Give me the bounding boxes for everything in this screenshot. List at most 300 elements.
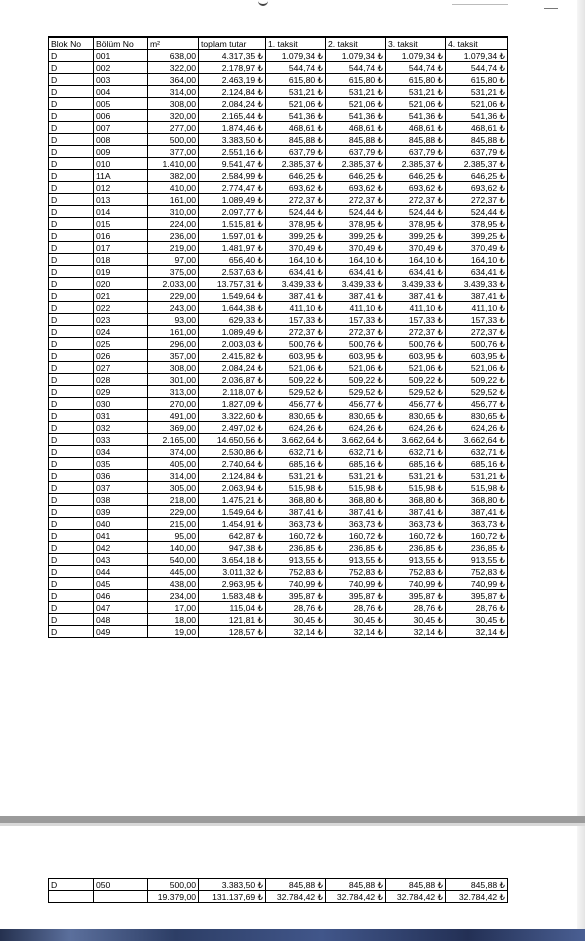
cell-area: 161,00 [148, 194, 199, 206]
table-row [49, 182, 508, 194]
cell-installment-1: 411,10 ₺ [266, 302, 326, 314]
cell-installment-4: 845,88 ₺ [446, 879, 508, 891]
cell-blok-no: D [49, 626, 94, 638]
cell-bolum-no: 030 [94, 398, 148, 410]
cell-installment-1: 1.079,34 ₺ [266, 50, 326, 62]
table-row [49, 134, 508, 146]
cell-total: 2.178,97 ₺ [199, 62, 266, 74]
cell-blok-no: D [49, 218, 94, 230]
header-installment-3: 3. taksit [386, 37, 446, 50]
cell-total: 14.650,56 ₺ [199, 434, 266, 446]
table-row [49, 482, 508, 494]
cell-installment-4: 531,21 ₺ [446, 86, 508, 98]
cell-installment-1: 615,80 ₺ [266, 74, 326, 86]
cell-area: 308,00 [148, 362, 199, 374]
cell-blok-no: D [49, 290, 94, 302]
cell-installment-2: 830,65 ₺ [326, 410, 386, 422]
cell-bolum-no: 049 [94, 626, 148, 638]
cell-installment-1: 624,26 ₺ [266, 422, 326, 434]
cell-installment-3: 544,74 ₺ [386, 62, 446, 74]
cell-installment-1: 272,37 ₺ [266, 194, 326, 206]
table-row [49, 879, 508, 891]
cell-installment-3: 378,95 ₺ [386, 218, 446, 230]
cell-total: 1.644,38 ₺ [199, 302, 266, 314]
table-row [49, 50, 508, 62]
cell-installment-3: 529,52 ₺ [386, 386, 446, 398]
cell-bolum-no: 002 [94, 62, 148, 74]
cell-total: 1.827,09 ₺ [199, 398, 266, 410]
cell-bolum-no: 021 [94, 290, 148, 302]
cell-area: 445,00 [148, 566, 199, 578]
cell-total: 1.515,81 ₺ [199, 218, 266, 230]
cell-area: 19,00 [148, 626, 199, 638]
cell-area: 229,00 [148, 506, 199, 518]
cell-installment-4: 521,06 ₺ [446, 98, 508, 110]
cell-installment-2: 544,74 ₺ [326, 62, 386, 74]
cell-installment-3: 646,25 ₺ [386, 170, 446, 182]
cell-installment-2: 272,37 ₺ [326, 194, 386, 206]
cell-installment-3: 395,87 ₺ [386, 590, 446, 602]
cell-total: 3.322,60 ₺ [199, 410, 266, 422]
cell-total: 1.454,91 ₺ [199, 518, 266, 530]
cell-blok-no: D [49, 362, 94, 374]
cell-area: 243,00 [148, 302, 199, 314]
total-blok-no [49, 891, 94, 903]
cell-blok-no: D [49, 50, 94, 62]
cell-total: 3.383,50 ₺ [199, 879, 266, 891]
cell-installment-3: 363,73 ₺ [386, 518, 446, 530]
cell-installment-3: 637,79 ₺ [386, 146, 446, 158]
cell-installment-3: 370,49 ₺ [386, 242, 446, 254]
cell-installment-2: 368,80 ₺ [326, 494, 386, 506]
cell-installment-3: 399,25 ₺ [386, 230, 446, 242]
table-row [49, 602, 508, 614]
cell-installment-2: 615,80 ₺ [326, 74, 386, 86]
cell-bolum-no: 013 [94, 194, 148, 206]
table-row [49, 158, 508, 170]
table-row [49, 410, 508, 422]
cell-installment-4: 845,88 ₺ [446, 134, 508, 146]
cell-blok-no: D [49, 554, 94, 566]
table-row [49, 206, 508, 218]
total-installment-3: 32.784,42 ₺ [386, 891, 446, 903]
table-row [49, 530, 508, 542]
table-row [49, 434, 508, 446]
cell-area: 296,00 [148, 338, 199, 350]
window-top-edge [0, 0, 585, 14]
cell-installment-2: 236,85 ₺ [326, 542, 386, 554]
cell-installment-4: 3.439,33 ₺ [446, 278, 508, 290]
cell-total: 2.097,77 ₺ [199, 206, 266, 218]
cell-blok-no: D [49, 242, 94, 254]
cell-bolum-no: 010 [94, 158, 148, 170]
cell-blok-no: D [49, 506, 94, 518]
cell-installment-2: 1.079,34 ₺ [326, 50, 386, 62]
cell-installment-4: 399,25 ₺ [446, 230, 508, 242]
cell-blok-no: D [49, 254, 94, 266]
cell-installment-3: 615,80 ₺ [386, 74, 446, 86]
cell-installment-4: 521,06 ₺ [446, 362, 508, 374]
cell-total: 2.551,16 ₺ [199, 146, 266, 158]
cell-installment-1: 378,95 ₺ [266, 218, 326, 230]
table-row [49, 290, 508, 302]
cell-installment-4: 164,10 ₺ [446, 254, 508, 266]
cell-total: 2.084,24 ₺ [199, 362, 266, 374]
table-row [49, 74, 508, 86]
table-row [49, 518, 508, 530]
cell-blok-no: D [49, 578, 94, 590]
table-row [49, 314, 508, 326]
installment-table [48, 36, 508, 638]
cell-bolum-no: 022 [94, 302, 148, 314]
cell-blok-no: D [49, 470, 94, 482]
cell-blok-no: D [49, 590, 94, 602]
cell-bolum-no: 025 [94, 338, 148, 350]
cell-installment-4: 236,85 ₺ [446, 542, 508, 554]
cell-area: 17,00 [148, 602, 199, 614]
table-row [49, 542, 508, 554]
header-total-amount: toplam tutar [199, 37, 266, 50]
cell-area: 310,00 [148, 206, 199, 218]
cell-installment-1: 164,10 ₺ [266, 254, 326, 266]
cell-installment-2: 160,72 ₺ [326, 530, 386, 542]
table-row [49, 446, 508, 458]
cell-bolum-no: 004 [94, 86, 148, 98]
table-row [49, 266, 508, 278]
cell-blok-no: D [49, 86, 94, 98]
cell-installment-1: 28,76 ₺ [266, 602, 326, 614]
table-row [49, 554, 508, 566]
cell-area: 219,00 [148, 242, 199, 254]
cell-area: 305,00 [148, 482, 199, 494]
cell-installment-1: 646,25 ₺ [266, 170, 326, 182]
cell-installment-3: 752,83 ₺ [386, 566, 446, 578]
cell-area: 540,00 [148, 554, 199, 566]
cell-bolum-no: 003 [94, 74, 148, 86]
total-installment-4: 32.784,42 ₺ [446, 891, 508, 903]
cell-area: 1.410,00 [148, 158, 199, 170]
cell-bolum-no: 048 [94, 614, 148, 626]
cell-installment-1: 387,41 ₺ [266, 290, 326, 302]
cell-installment-4: 529,52 ₺ [446, 386, 508, 398]
total-total: 131.137,69 ₺ [199, 891, 266, 903]
table-row [49, 122, 508, 134]
cell-blok-no: D [49, 134, 94, 146]
cell-total: 2.003,03 ₺ [199, 338, 266, 350]
cell-installment-1: 468,61 ₺ [266, 122, 326, 134]
cell-installment-1: 752,83 ₺ [266, 566, 326, 578]
installment-table-continued [48, 878, 508, 903]
cell-installment-2: 387,41 ₺ [326, 290, 386, 302]
cell-area: 270,00 [148, 398, 199, 410]
cell-bolum-no: 017 [94, 242, 148, 254]
cell-blok-no: D [49, 398, 94, 410]
cell-total: 629,33 ₺ [199, 314, 266, 326]
cell-installment-2: 637,79 ₺ [326, 146, 386, 158]
header-blok-no: Blok No [49, 37, 94, 50]
cell-installment-1: 685,16 ₺ [266, 458, 326, 470]
cell-blok-no: D [49, 566, 94, 578]
cell-installment-4: 160,72 ₺ [446, 530, 508, 542]
cell-bolum-no: 047 [94, 602, 148, 614]
cell-total: 3.654,18 ₺ [199, 554, 266, 566]
cell-installment-2: 646,25 ₺ [326, 170, 386, 182]
cell-blok-no: D [49, 314, 94, 326]
cell-bolum-no: 026 [94, 350, 148, 362]
cell-blok-no: D [49, 110, 94, 122]
cell-installment-1: 544,74 ₺ [266, 62, 326, 74]
cell-installment-3: 368,80 ₺ [386, 494, 446, 506]
cell-installment-1: 272,37 ₺ [266, 326, 326, 338]
cell-installment-2: 524,44 ₺ [326, 206, 386, 218]
header-bolum-no: Bölüm No [94, 37, 148, 50]
cell-installment-1: 603,95 ₺ [266, 350, 326, 362]
cell-total: 642,87 ₺ [199, 530, 266, 542]
cell-installment-1: 157,33 ₺ [266, 314, 326, 326]
page-break-divider [0, 816, 585, 823]
cell-total: 115,04 ₺ [199, 602, 266, 614]
cell-installment-4: 468,61 ₺ [446, 122, 508, 134]
cell-installment-1: 541,36 ₺ [266, 110, 326, 122]
cell-total: 2.463,19 ₺ [199, 74, 266, 86]
cell-installment-2: 28,76 ₺ [326, 602, 386, 614]
table-row [49, 590, 508, 602]
cell-bolum-no: 042 [94, 542, 148, 554]
total-bolum-no [94, 891, 148, 903]
cell-blok-no: D [49, 302, 94, 314]
cell-installment-2: 521,06 ₺ [326, 362, 386, 374]
cell-blok-no: D [49, 98, 94, 110]
partial-toolbar-glyph [258, 0, 268, 6]
cell-bolum-no: 036 [94, 470, 148, 482]
cell-bolum-no: 035 [94, 458, 148, 470]
cell-blok-no: D [49, 602, 94, 614]
cell-bolum-no: 019 [94, 266, 148, 278]
cell-blok-no: D [49, 482, 94, 494]
cell-installment-2: 603,95 ₺ [326, 350, 386, 362]
cell-area: 357,00 [148, 350, 199, 362]
cell-bolum-no: 046 [94, 590, 148, 602]
cell-installment-1: 830,65 ₺ [266, 410, 326, 422]
cell-installment-3: 157,33 ₺ [386, 314, 446, 326]
cell-area: 320,00 [148, 110, 199, 122]
cell-blok-no: D [49, 374, 94, 386]
cell-installment-3: 468,61 ₺ [386, 122, 446, 134]
cell-installment-3: 387,41 ₺ [386, 290, 446, 302]
cell-installment-4: 456,77 ₺ [446, 398, 508, 410]
cell-total: 1.475,21 ₺ [199, 494, 266, 506]
cell-installment-1: 2.385,37 ₺ [266, 158, 326, 170]
cell-installment-3: 236,85 ₺ [386, 542, 446, 554]
cell-total: 2.124,84 ₺ [199, 470, 266, 482]
header-installment-4: 4. taksit [446, 37, 508, 50]
cell-installment-4: 1.079,34 ₺ [446, 50, 508, 62]
cell-installment-3: 387,41 ₺ [386, 506, 446, 518]
cell-installment-3: 541,36 ₺ [386, 110, 446, 122]
cell-area: 2.165,00 [148, 434, 199, 446]
cell-bolum-no: 024 [94, 326, 148, 338]
cell-area: 314,00 [148, 470, 199, 482]
cell-area: 93,00 [148, 314, 199, 326]
cell-installment-3: 845,88 ₺ [386, 879, 446, 891]
cell-installment-3: 624,26 ₺ [386, 422, 446, 434]
table-row [49, 230, 508, 242]
table-row [49, 98, 508, 110]
cell-area: 638,00 [148, 50, 199, 62]
table-row [49, 62, 508, 74]
cell-blok-no: D [49, 614, 94, 626]
cell-installment-4: 32,14 ₺ [446, 626, 508, 638]
cell-installment-4: 387,41 ₺ [446, 506, 508, 518]
cell-area: 2.033,00 [148, 278, 199, 290]
cell-installment-4: 740,99 ₺ [446, 578, 508, 590]
cell-area: 500,00 [148, 134, 199, 146]
cell-bolum-no: 039 [94, 506, 148, 518]
cell-installment-2: 693,62 ₺ [326, 182, 386, 194]
table-row [49, 374, 508, 386]
cell-installment-1: 387,41 ₺ [266, 506, 326, 518]
cell-installment-2: 272,37 ₺ [326, 326, 386, 338]
cell-area: 314,00 [148, 86, 199, 98]
cell-installment-1: 632,71 ₺ [266, 446, 326, 458]
table-row [49, 350, 508, 362]
cell-total: 2.530,86 ₺ [199, 446, 266, 458]
cell-installment-4: 634,41 ₺ [446, 266, 508, 278]
cell-installment-3: 272,37 ₺ [386, 194, 446, 206]
cell-area: 308,00 [148, 98, 199, 110]
cell-bolum-no: 009 [94, 146, 148, 158]
cell-area: 369,00 [148, 422, 199, 434]
cell-installment-2: 913,55 ₺ [326, 554, 386, 566]
cell-installment-4: 637,79 ₺ [446, 146, 508, 158]
cell-installment-3: 411,10 ₺ [386, 302, 446, 314]
cell-bolum-no: 006 [94, 110, 148, 122]
cell-installment-2: 515,98 ₺ [326, 482, 386, 494]
partial-toolbar-field [452, 0, 508, 5]
cell-blok-no: D [49, 122, 94, 134]
cell-total: 2.063,94 ₺ [199, 482, 266, 494]
cell-installment-2: 3.439,33 ₺ [326, 278, 386, 290]
cell-installment-4: 685,16 ₺ [446, 458, 508, 470]
cell-installment-4: 830,65 ₺ [446, 410, 508, 422]
cell-installment-2: 521,06 ₺ [326, 98, 386, 110]
cell-area: 301,00 [148, 374, 199, 386]
table-row [49, 626, 508, 638]
cell-total: 9.541,47 ₺ [199, 158, 266, 170]
cell-installment-2: 531,21 ₺ [326, 470, 386, 482]
cell-blok-no: D [49, 230, 94, 242]
cell-installment-3: 913,55 ₺ [386, 554, 446, 566]
table-row [49, 386, 508, 398]
cell-blok-no: D [49, 206, 94, 218]
cell-bolum-no: 11A [94, 170, 148, 182]
cell-installment-1: 32,14 ₺ [266, 626, 326, 638]
cell-installment-1: 524,44 ₺ [266, 206, 326, 218]
table-row [49, 338, 508, 350]
cell-bolum-no: 029 [94, 386, 148, 398]
cell-installment-4: 500,76 ₺ [446, 338, 508, 350]
cell-installment-2: 370,49 ₺ [326, 242, 386, 254]
cell-bolum-no: 038 [94, 494, 148, 506]
cell-installment-1: 395,87 ₺ [266, 590, 326, 602]
cell-installment-4: 272,37 ₺ [446, 326, 508, 338]
cell-bolum-no: 007 [94, 122, 148, 134]
cell-installment-4: 157,33 ₺ [446, 314, 508, 326]
cell-installment-2: 378,95 ₺ [326, 218, 386, 230]
cell-installment-4: 632,71 ₺ [446, 446, 508, 458]
cell-installment-2: 30,45 ₺ [326, 614, 386, 626]
cell-total: 13.757,31 ₺ [199, 278, 266, 290]
cell-installment-2: 387,41 ₺ [326, 506, 386, 518]
cell-area: 313,00 [148, 386, 199, 398]
cell-installment-3: 685,16 ₺ [386, 458, 446, 470]
header-installment-2: 2. taksit [326, 37, 386, 50]
cell-installment-1: 160,72 ₺ [266, 530, 326, 542]
cell-bolum-no: 012 [94, 182, 148, 194]
table-row [49, 146, 508, 158]
cell-installment-3: 3.662,64 ₺ [386, 434, 446, 446]
cell-blok-no: D [49, 446, 94, 458]
cell-installment-2: 32,14 ₺ [326, 626, 386, 638]
cell-area: 215,00 [148, 518, 199, 530]
table-row [49, 110, 508, 122]
cell-total: 1.874,46 ₺ [199, 122, 266, 134]
cell-installment-1: 634,41 ₺ [266, 266, 326, 278]
cell-blok-no: D [49, 879, 94, 891]
cell-installment-3: 3.439,33 ₺ [386, 278, 446, 290]
cell-total: 656,40 ₺ [199, 254, 266, 266]
cell-area: 161,00 [148, 326, 199, 338]
cell-installment-3: 632,71 ₺ [386, 446, 446, 458]
cell-installment-3: 515,98 ₺ [386, 482, 446, 494]
cell-installment-4: 370,49 ₺ [446, 242, 508, 254]
table-row [49, 278, 508, 290]
cell-installment-4: 3.662,64 ₺ [446, 434, 508, 446]
cell-installment-3: 30,45 ₺ [386, 614, 446, 626]
cell-installment-3: 509,22 ₺ [386, 374, 446, 386]
cell-total: 1.549,64 ₺ [199, 506, 266, 518]
cell-blok-no: D [49, 266, 94, 278]
cell-area: 224,00 [148, 218, 199, 230]
cell-blok-no: D [49, 74, 94, 86]
cell-installment-4: 752,83 ₺ [446, 566, 508, 578]
cell-installment-1: 845,88 ₺ [266, 879, 326, 891]
table-row [49, 254, 508, 266]
cell-bolum-no: 031 [94, 410, 148, 422]
cell-blok-no: D [49, 434, 94, 446]
cell-bolum-no: 015 [94, 218, 148, 230]
cell-total: 1.089,49 ₺ [199, 194, 266, 206]
cell-area: 405,00 [148, 458, 199, 470]
cell-installment-3: 740,99 ₺ [386, 578, 446, 590]
cell-area: 438,00 [148, 578, 199, 590]
cell-blok-no: D [49, 278, 94, 290]
cell-bolum-no: 041 [94, 530, 148, 542]
cell-blok-no: D [49, 410, 94, 422]
cell-installment-3: 845,88 ₺ [386, 134, 446, 146]
cell-installment-2: 509,22 ₺ [326, 374, 386, 386]
cell-blok-no: D [49, 146, 94, 158]
table-row [49, 326, 508, 338]
header-area: m² [148, 37, 199, 50]
cell-total: 2.537,63 ₺ [199, 266, 266, 278]
cell-installment-2: 395,87 ₺ [326, 590, 386, 602]
cell-installment-4: 913,55 ₺ [446, 554, 508, 566]
cell-total: 947,38 ₺ [199, 542, 266, 554]
cell-blok-no: D [49, 518, 94, 530]
cell-total: 2.497,02 ₺ [199, 422, 266, 434]
cell-installment-3: 272,37 ₺ [386, 326, 446, 338]
